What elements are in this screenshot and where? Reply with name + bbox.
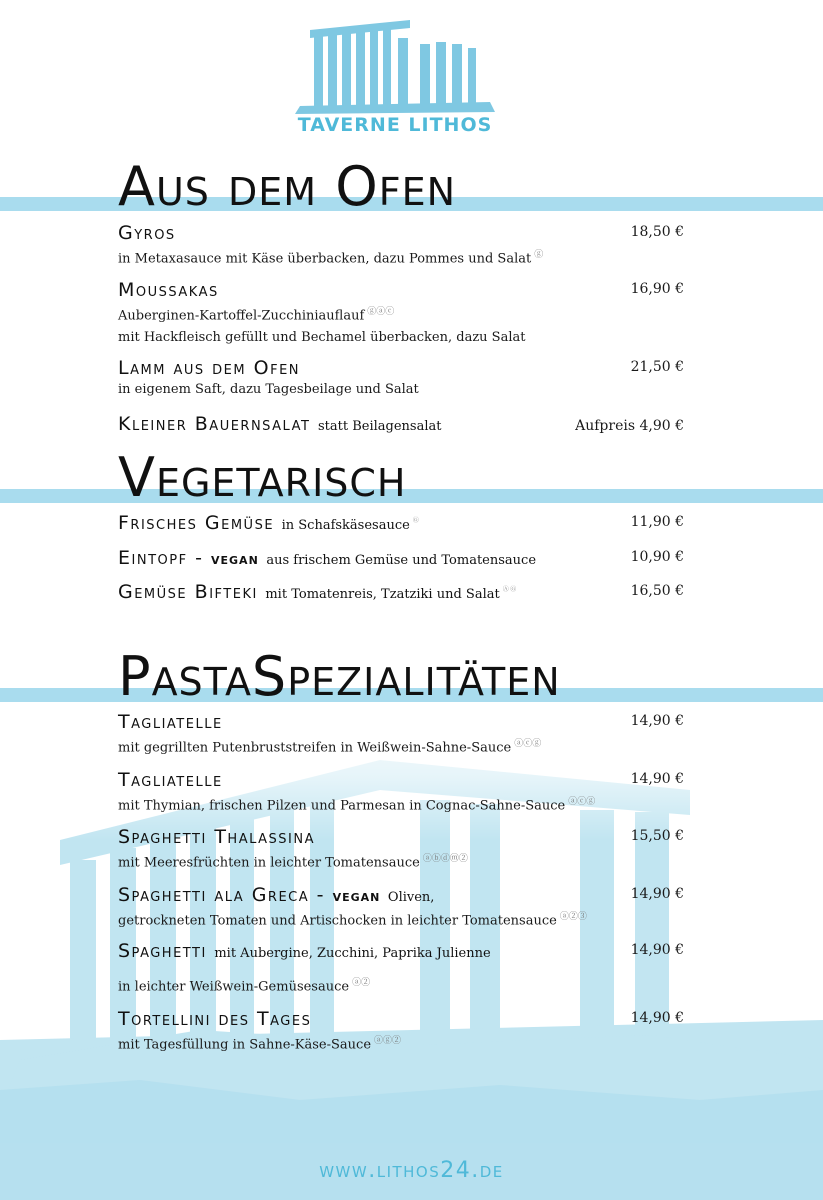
vegan-label: vegan <box>211 550 259 568</box>
item-price: 21,50 € <box>630 359 684 375</box>
item-price: 10,90 € <box>630 549 684 565</box>
item-inline-description: aus frischem Gemüse und Tomatensauce <box>266 553 537 568</box>
item-inline-description: mit Tomatenreis, Tzatziki und Salat <box>265 587 500 602</box>
logo-text: TAVERNE LITHOS <box>297 114 493 136</box>
item-name: Tagliatelle <box>118 769 223 791</box>
menu-item-spaghetti-ala-greca <box>118 884 684 932</box>
item-description: getrockneten Tomaten und Artischocken in leichter Tomatensauce ⓐ②③ <box>118 912 587 929</box>
allergen-codes: ⓐ② <box>352 978 371 988</box>
item-description: mit Tagesfüllung in Sahne-Käse-Sauce ⓐⓖ② <box>118 1036 402 1053</box>
item-price: 14,90 € <box>630 771 684 787</box>
allergen-codes: ⓐⓒⓖ <box>568 797 596 807</box>
item-name: Spaghetti ala Greca - vegan Oliven, <box>118 884 435 906</box>
menu-item-eintopf <box>118 547 684 569</box>
item-description: mit Meeresfrüchten in leichter Tomatensauce ⓐⓑⓓⓜ② <box>118 854 468 871</box>
item-name: Eintopf - vegan aus frischem Gemüse und Tomatensauce <box>118 547 537 569</box>
item-name: Gyros <box>118 222 176 244</box>
menu-item-spaghetti-thalassina <box>118 826 684 874</box>
item-price: 14,90 € <box>630 713 684 729</box>
item-price: 14,90 € <box>630 886 684 902</box>
item-name: Moussakas <box>118 279 219 301</box>
menu-item-spaghetti <box>118 940 684 998</box>
allergen-codes: ⓖⓐⓒ <box>367 307 395 317</box>
item-price: 16,50 € <box>630 583 684 599</box>
item-inline-description: statt Beilagensalat <box>317 419 442 434</box>
menu-item-tagliatelle-1 <box>118 711 684 759</box>
item-name: Kleiner Bauernsalat statt Beilagensalat <box>118 413 442 435</box>
item-inline-description: in Schafskäsesauce <box>281 518 410 533</box>
section-title-vegetarisch: Vegetarisch <box>118 446 407 509</box>
allergen-codes: ⓐⓒⓖ <box>514 739 542 749</box>
menu-item-bauernsalat <box>118 413 684 435</box>
item-price: 16,90 € <box>630 281 684 297</box>
item-description: Auberginen-Kartoffel-Zucchiniauflauf ⓖⓐⓒ <box>118 307 395 324</box>
vegan-label: vegan <box>332 887 381 905</box>
allergen-codes: ⓐⓑⓓⓜ② <box>422 854 468 864</box>
item-price: Aufpreis 4,90 € <box>575 418 684 434</box>
item-name: Gemüse Bifteki mit Tomatenreis, Tzatziki und Salat ⓐⓖ <box>118 581 518 603</box>
item-description: in leichter Weißwein-Gemüsesauce ⓐ② <box>118 978 371 995</box>
item-description: mit gegrillten Putenbruststreifen in Weißwein-Sahne-Sauce ⓐⓒⓖ <box>118 739 542 756</box>
item-price: 15,50 € <box>630 828 684 844</box>
menu-item-tortellini <box>118 1008 684 1056</box>
website-link[interactable]: www.lithos24.de <box>319 1158 504 1183</box>
item-price: 14,90 € <box>630 1010 684 1026</box>
menu-item-tagliatelle-2 <box>118 769 684 817</box>
item-price: 11,90 € <box>630 514 684 530</box>
item-name: Tortellini des Tages <box>118 1008 312 1030</box>
menu-item-gemuese-bifteki <box>118 581 684 603</box>
menu-item-moussakas <box>118 279 684 349</box>
item-description: in eigenem Saft, dazu Tagesbeilage und Salat <box>118 382 419 397</box>
item-name: Lamm aus dem Ofen <box>118 357 301 379</box>
allergen-codes: ⓖ <box>534 250 544 260</box>
item-price: 18,50 € <box>630 224 684 240</box>
section-title-aus-dem-ofen: Aus dem Ofen <box>118 155 457 218</box>
allergen-codes: ⓐⓖ② <box>374 1036 402 1046</box>
item-inline-description: mit Aubergine, Zucchini, Paprika Julienne <box>214 946 491 961</box>
item-description-2: mit Hackfleisch gefüllt und Bechamel überbacken, dazu Salat <box>118 330 526 346</box>
logo <box>280 8 510 138</box>
allergen-codes: ⓖ <box>412 514 421 525</box>
item-price: 14,90 € <box>630 942 684 958</box>
item-description: mit Thymian, frischen Pilzen und Parmesan in Cognac-Sahne-Sauce ⓐⓒⓖ <box>118 797 596 814</box>
item-description: in Metaxasauce mit Käse überbacken, dazu Pommes und Salat ⓖ <box>118 250 544 267</box>
allergen-codes: ⓐ②③ <box>559 912 587 922</box>
menu-item-gyros <box>118 222 684 270</box>
item-name: Frisches Gemüse in Schafskäsesauce ⓖ <box>118 512 421 534</box>
item-name: Spaghetti Thalassina <box>118 826 315 848</box>
section-title-pastaspezialitaeten: PastaSpezialitäten <box>118 645 561 708</box>
item-name: Spaghetti mit Aubergine, Zucchini, Paprika Julienne <box>118 940 491 962</box>
item-inline-description: Oliven, <box>387 890 435 905</box>
allergen-codes: ⓐⓖ <box>502 583 518 594</box>
menu-item-frisches-gemuese <box>118 512 684 534</box>
temple-logo-icon <box>280 8 510 118</box>
item-name: Tagliatelle <box>118 711 223 733</box>
menu-item-lamm <box>118 357 684 401</box>
